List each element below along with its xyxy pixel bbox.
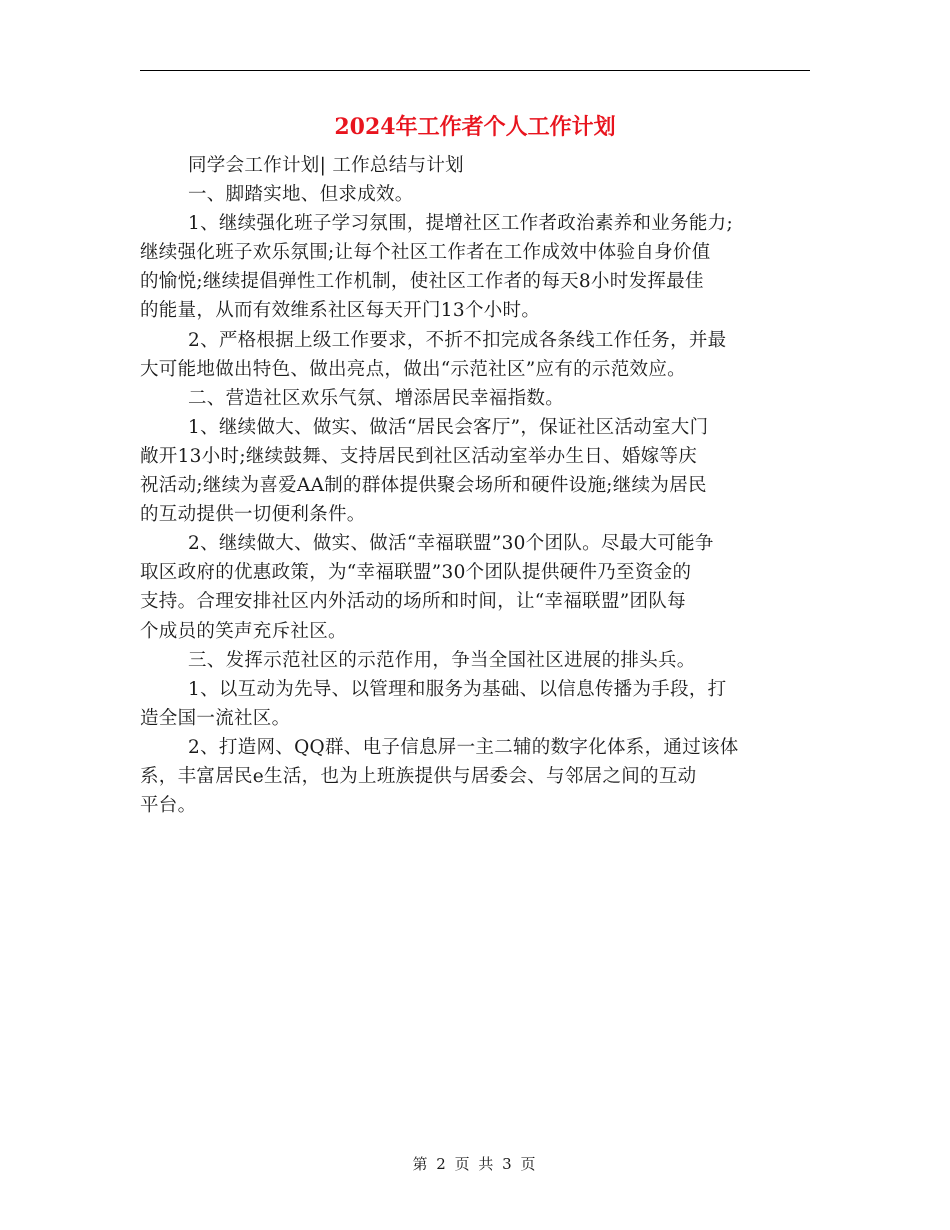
paragraph-line: 取区政府的优惠政策，为“幸福联盟”30个团队提供硬件乃至资金的 bbox=[140, 562, 692, 584]
paragraph-line: 同学会工作计划| 工作总结与计划 bbox=[188, 155, 464, 176]
paragraph-line: 继续强化班子欢乐氛围;让每个社区工作者在工作成效中体验自身价值 bbox=[140, 242, 711, 264]
paragraph-line: 的互动提供一切便利条件。 bbox=[140, 504, 366, 526]
paragraph-line: 的愉悦;继续提倡弹性工作机制，使社区工作者的每天8小时发挥最佳 bbox=[140, 271, 704, 293]
paragraph-line: 1、以互动为先导、以管理和服务为基础、以信息传播为手段，打 bbox=[188, 678, 727, 700]
paragraph-line: 二、营造社区欢乐气氛、增添居民幸福指数。 bbox=[188, 387, 565, 409]
paragraph-line: 1、继续做大、做实、做活“居民会客厅”，保证社区活动室大门 bbox=[188, 416, 709, 438]
paragraph-line: 造全国一流社区。 bbox=[140, 707, 291, 729]
paragraph-line: 1、继续强化班子学习氛围，提增社区工作者政治素养和业务能力; bbox=[188, 213, 734, 235]
paragraph-line: 大可能地做出特色、做出亮点，做出“示范社区”应有的示范效应。 bbox=[140, 358, 686, 380]
document-title: 2024年工作者个人工作计划 bbox=[334, 114, 616, 140]
paragraph-line: 敞开13小时;继续鼓舞、支持居民到社区活动室举办生日、婚嫁等庆 bbox=[140, 445, 698, 467]
paragraph-line: 三、发挥示范社区的示范作用，争当全国社区进展的排头兵。 bbox=[188, 649, 696, 671]
paragraph-line: 支持。合理安排社区内外活动的场所和时间，让“幸福联盟”团队每 bbox=[140, 591, 686, 613]
page-number: 第 2 页 共 3 页 bbox=[412, 1155, 538, 1173]
paragraph-line: 一、脚踏实地、但求成效。 bbox=[188, 184, 414, 206]
paragraph-line: 2、打造网、QQ群、电子信息屏一主二辅的数字化体系，通过该体 bbox=[188, 736, 739, 758]
document-body bbox=[140, 151, 810, 820]
paragraph-line: 平台。 bbox=[140, 795, 197, 817]
paragraph-line: 个成员的笑声充斥社区。 bbox=[140, 620, 347, 642]
paragraph-line: 祝活动;继续为喜爱AA制的群体提供聚会场所和硬件设施;继续为居民 bbox=[140, 475, 707, 497]
header-rule bbox=[140, 70, 810, 71]
paragraph-line: 系，丰富居民e生活，也为上班族提供与居委会、与邻居之间的互动 bbox=[140, 765, 697, 787]
paragraph-line: 2、严格根据上级工作要求，不折不扣完成各条线工作任务，并最 bbox=[188, 329, 727, 351]
paragraph-line: 的能量，从而有效维系社区每天开门13个小时。 bbox=[140, 300, 541, 322]
paragraph-line: 2、继续做大、做实、做活“幸福联盟”30个团队。尽最大可能争 bbox=[188, 533, 714, 555]
